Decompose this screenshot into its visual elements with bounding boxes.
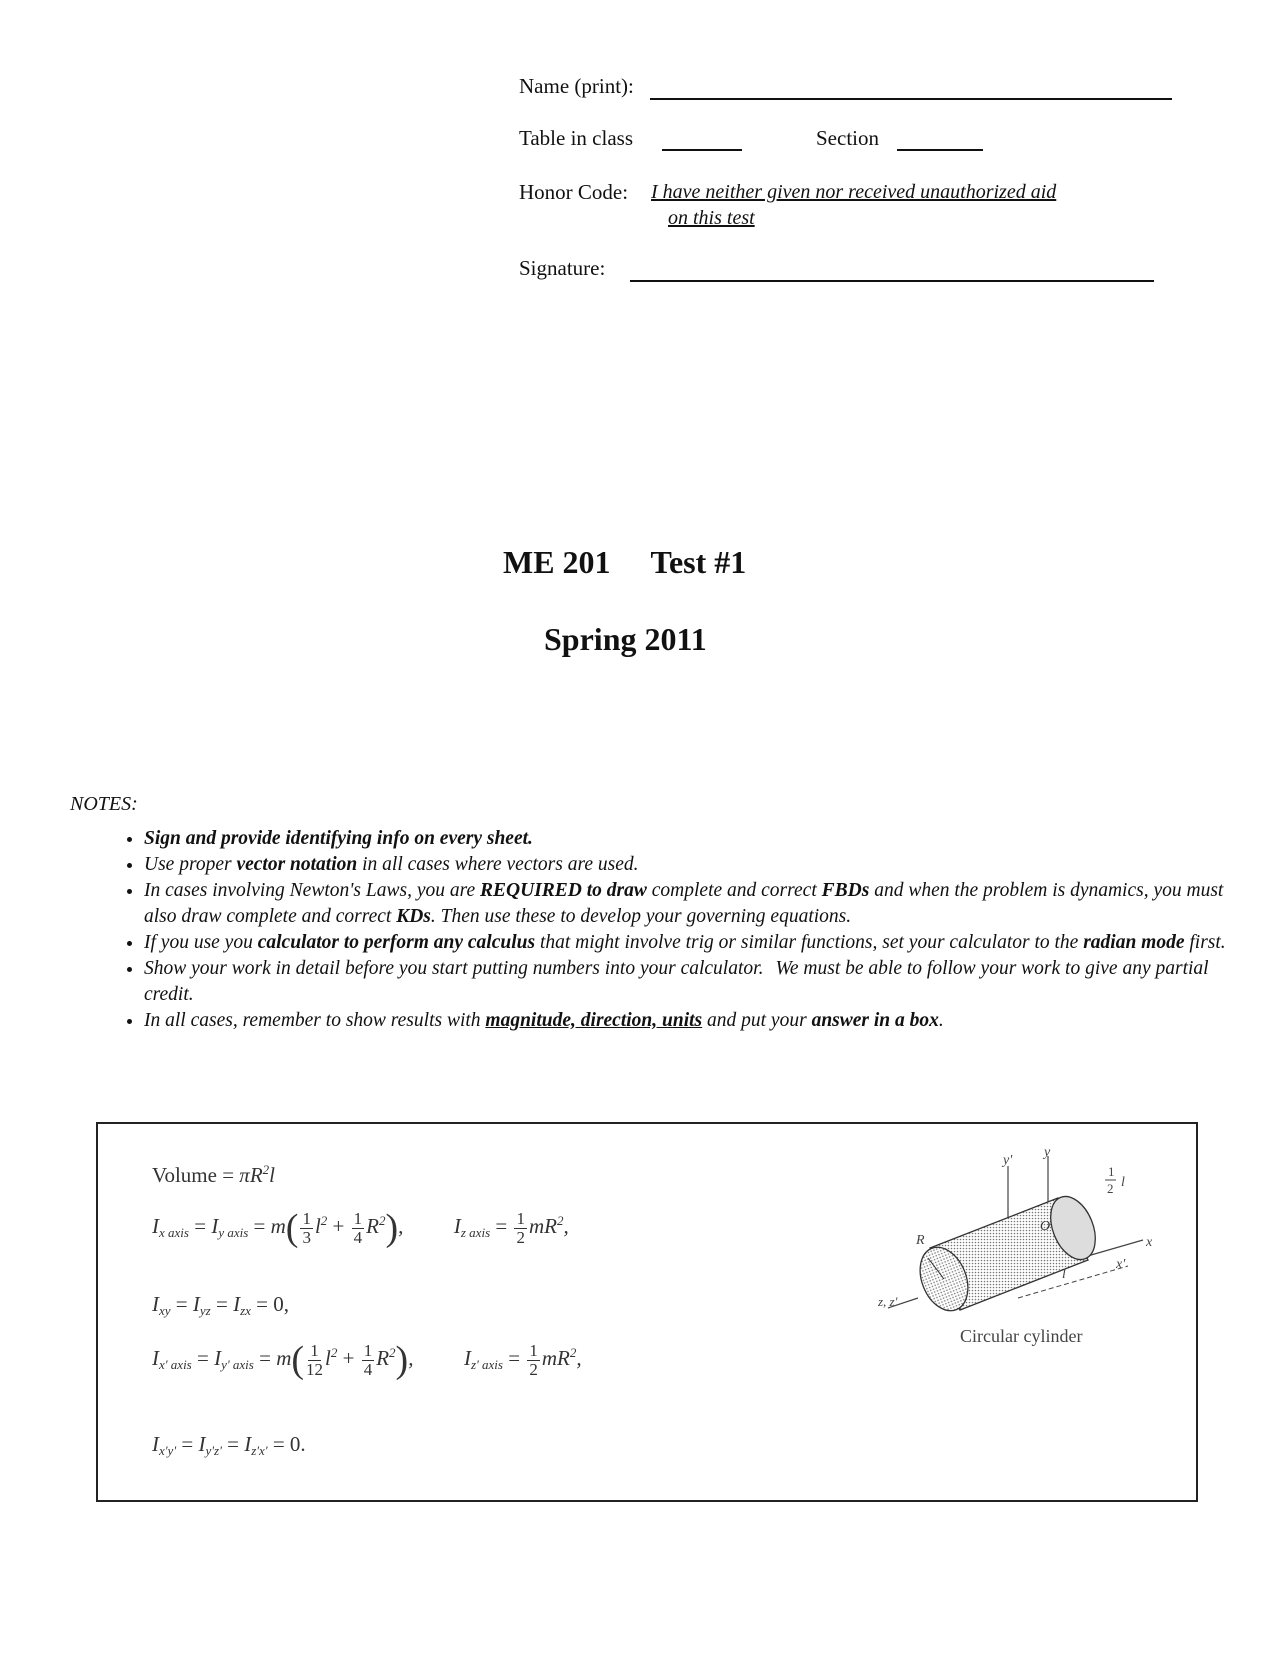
note-item — [144, 930, 1254, 956]
section-label: Section — [816, 126, 879, 150]
cylinder-diagram — [878, 1148, 1178, 1348]
term: Spring 2011 — [544, 621, 707, 657]
formula-ixpx-iypy: $I_{x' axis} = I_{y' axis} = m$( $\frac{1}{12}$ $l^2$ + $\frac{1}{4}$ $R^2$), $I_{z' axis}$ = $\frac{1}{2}$ $mR^2$, — [152, 1339, 582, 1381]
notes-heading: NOTES: — [70, 793, 138, 815]
note-text: Show your work in detail before you start putting numbers into your calculator. — [144, 958, 764, 979]
note-item — [144, 1008, 1254, 1034]
note-text: complete and correct — [646, 880, 822, 901]
test-number: Test #1 — [650, 544, 747, 580]
note-emphasis: REQUIRED to draw — [480, 880, 647, 901]
note-text: in all cases where vectors are used. — [357, 854, 639, 875]
note-text: In all cases, remember to show results with — [144, 1010, 486, 1031]
note-emphasis: KDs — [396, 906, 431, 927]
signature-field[interactable] — [630, 280, 1154, 282]
note-emphasis: magnitude, direction, units — [485, 1010, 703, 1031]
honor-code-label: Honor Code: — [519, 180, 629, 204]
note-text: . — [938, 1010, 944, 1031]
note-text: . Then use these to develop your governing equations. — [430, 906, 852, 927]
note-text: Use proper — [144, 854, 237, 875]
table-field[interactable] — [662, 149, 742, 151]
formula-volume: Volume = $\pi R^2l$ — [152, 1162, 275, 1187]
label-y-prime: y' — [1003, 1153, 1013, 1168]
note-item — [144, 878, 1254, 930]
note-text: that might involve trig or similar functions, set your calculator to the — [535, 932, 1084, 953]
name-field[interactable] — [650, 98, 1172, 100]
label-x: x — [1146, 1235, 1153, 1250]
table-label: Table in class — [519, 126, 633, 150]
label-half-num: 1 — [1108, 1164, 1115, 1179]
label-x-prime: x' — [1116, 1257, 1126, 1272]
note-emphasis: calculator to perform any calculus — [257, 932, 536, 953]
label-O: O — [1040, 1219, 1051, 1234]
note-text: In cases involving Newton's Laws, you are — [144, 880, 481, 901]
note-item — [144, 852, 1254, 878]
honor-code-statement-line1: I have neither given nor received unauthorized aid — [651, 181, 1057, 203]
honor-code-statement-line2: on this test — [668, 207, 755, 229]
label-l-top: l — [1121, 1175, 1125, 1190]
course-title — [503, 544, 746, 581]
note-text: Sign and provide identifying info on every sheet. — [144, 828, 533, 849]
formula-prime-products: $I_{x'y'} = I_{y'z'} = I_{z'x'} = 0$. — [152, 1432, 306, 1458]
note-text: first. — [1184, 932, 1226, 953]
label-half-den: 2 — [1107, 1181, 1114, 1196]
figure-caption: Circular cylinder — [960, 1326, 1083, 1346]
notes-list — [96, 826, 1254, 1034]
note-emphasis: answer in a box — [811, 1010, 939, 1031]
formula-products-of-inertia: $I_{xy} = I_{yz} = I_{zx} = 0$, — [152, 1292, 290, 1318]
note-emphasis: vector notation — [236, 854, 358, 875]
label-R: R — [916, 1233, 925, 1248]
course-code: ME 201 — [503, 544, 611, 580]
note-text: We must be able to follow your work to give any partial credit. — [144, 958, 1209, 1005]
signature-label: Signature: — [519, 256, 606, 280]
note-text: If you use you — [144, 932, 258, 953]
name-label: Name (print): — [519, 74, 634, 98]
note-emphasis: FBDs — [821, 880, 870, 901]
note-text: and when the problem is dynamics, you must also draw complete and correct — [144, 880, 1224, 927]
formula-box — [96, 1122, 1198, 1502]
label-z: z, z' — [878, 1294, 898, 1309]
note-item — [144, 956, 1254, 1008]
note-emphasis: radian mode — [1083, 932, 1185, 953]
label-l-bottom: l — [1062, 1267, 1066, 1282]
label-y: y — [1044, 1148, 1051, 1160]
volume-label: Volume — [152, 1163, 217, 1187]
note-item — [144, 826, 1254, 852]
section-field[interactable] — [897, 149, 983, 151]
formula-ixx-iyy: $I_{x axis} = I_{y axis} = m$( $\frac{1}{3}$ $l^2$ + $\frac{1}{4}$ $R^2$), $I_{z axis}$ = $\frac{1}{2}$ $mR^2$, — [152, 1207, 569, 1249]
note-text: and put your — [702, 1010, 812, 1031]
